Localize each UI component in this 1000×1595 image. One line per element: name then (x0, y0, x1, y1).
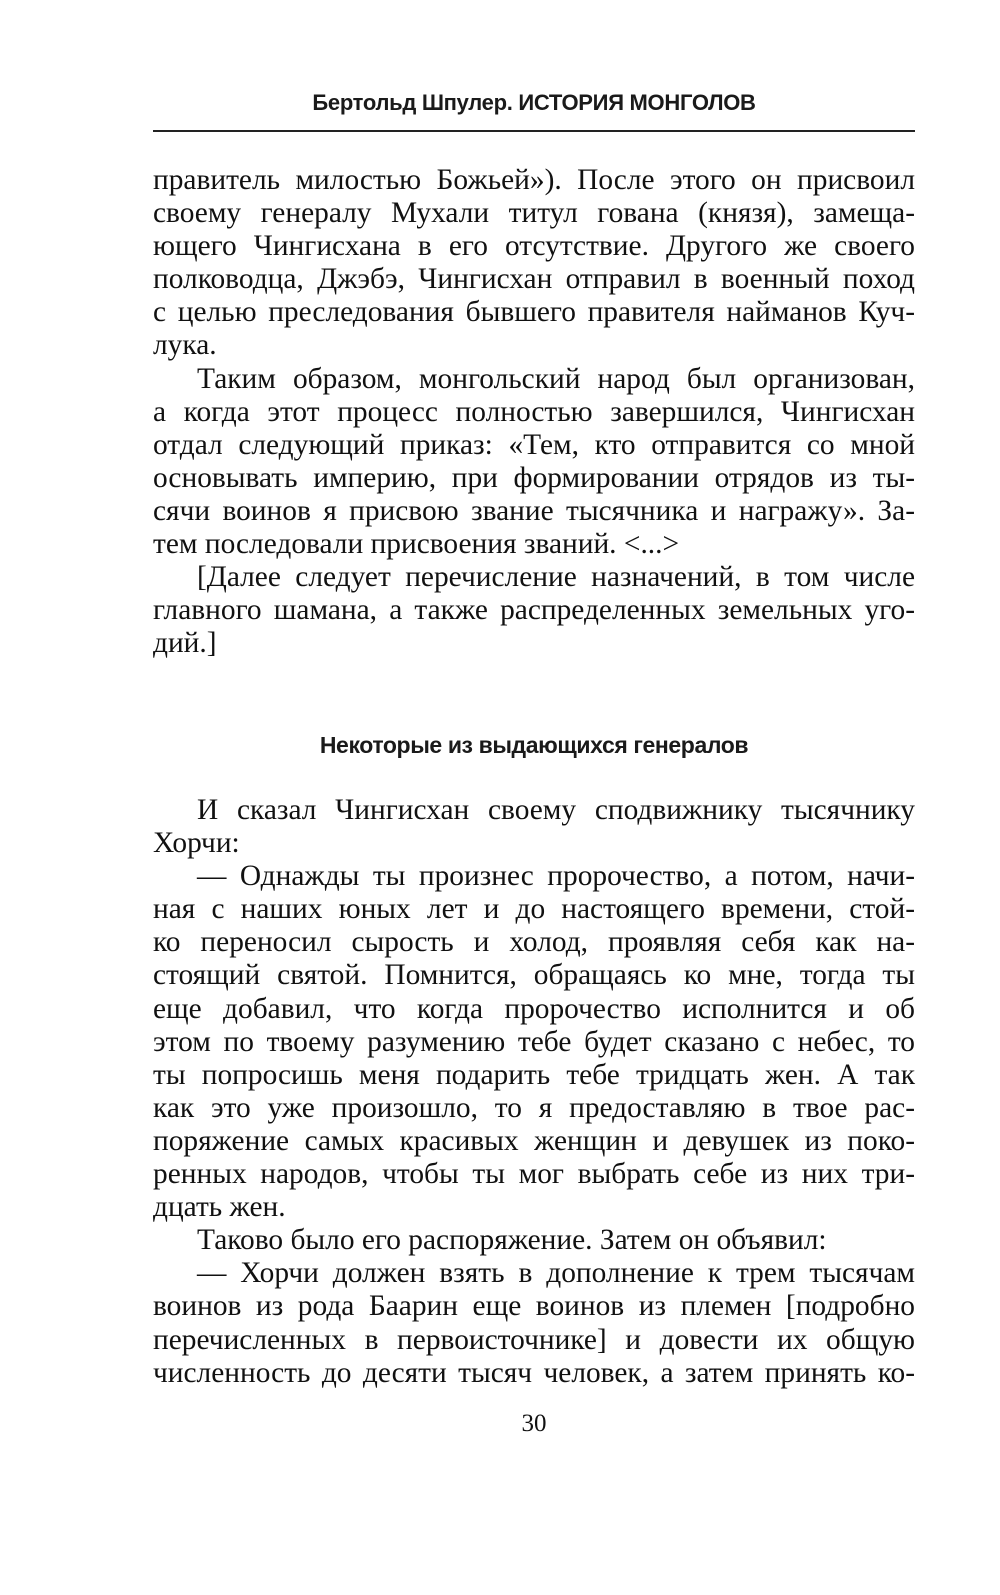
text-line: своему генералу Мухали титул гована (князя), замеща- (153, 197, 915, 230)
text-line: Таким образом, монгольский народ был организован, (197, 362, 915, 395)
text-block-bottom (153, 794, 915, 1390)
running-header-title: Бертольд Шпулер. ИСТОРИЯ МОНГОЛОВ (312, 90, 756, 115)
text-line: стоящий святой. Помнится, обращаясь ко мне, тогда ты (153, 959, 915, 992)
text-line: [Далее следует перечисление назначений, в том числе (197, 561, 915, 594)
text-line: — Однажды ты произнес пророчество, а потом, начи- (197, 860, 915, 893)
text-line: лука. (153, 329, 217, 362)
text-line: главного шамана, а также распределенных земельных уго- (153, 594, 915, 627)
section-heading: Некоторые из выдающихся генералов (319, 732, 749, 758)
text-line: поряжение самых красивых женщин и девушек из поко- (153, 1124, 915, 1157)
text-line: ты попросишь меня подарить тебе тридцать жен. А так (153, 1058, 915, 1091)
text-line: тем последовали присвоения званий. <...> (153, 528, 680, 561)
text-line: этом по твоему разумению тебе будет сказано с небес, то (153, 1025, 915, 1058)
text-line: а когда этот процесс полностью завершился, Чингисхан (153, 395, 915, 428)
text-line: с целью преследования бывшего правителя найманов Куч- (153, 296, 915, 329)
text-line: основывать империю, при формировании отрядов из ты- (153, 461, 915, 494)
text-line: правитель милостью Божьей»). После этого он присвоил (153, 164, 915, 196)
text-line: дцать жен. (153, 1191, 286, 1224)
text-line: полководца, Джэбэ, Чингисхан отправил в военный поход (153, 263, 915, 296)
text-line: как это уже произошло, то я предоставляю в твое рас- (153, 1091, 915, 1124)
text-line: воинов из рода Баарин еще воинов из племен [подробно (153, 1290, 915, 1323)
text-block-top (153, 164, 915, 660)
text-line: еще добавил, что когда пророчество исполнится и об (153, 992, 915, 1025)
page-number: 30 (521, 1410, 547, 1437)
text-line: перечисленных в первоисточнике] и довести их общую (153, 1323, 915, 1356)
header-rule (153, 130, 915, 132)
text-line: И сказал Чингисхан своему сподвижнику тысячнику (197, 794, 915, 826)
text-line: ющего Чингисхана в его отсутствие. Другого же своего (153, 230, 915, 263)
text-line: — Хорчи должен взять в дополнение к трем тысячам (197, 1257, 915, 1290)
text-line: ко переносил сырость и холод, проявляя себя как на- (153, 926, 915, 959)
text-line: Таково было его распоряжение. Затем он объявил: (197, 1224, 827, 1257)
text-line: сячи воинов я присвою звание тысячника и награжу». За- (153, 494, 915, 527)
text-line: дий.] (153, 627, 217, 660)
text-line: ренных народов, чтобы ты мог выбрать себе из них три- (153, 1158, 915, 1191)
text-line: численность до десяти тысяч человек, а затем принять ко- (153, 1356, 915, 1389)
text-line: Хорчи: (153, 827, 240, 860)
text-line: ная с наших юных лет и до настоящего времени, стой- (153, 893, 915, 926)
text-line: отдал следующий приказ: «Тем, кто отправится со мной (153, 428, 915, 461)
